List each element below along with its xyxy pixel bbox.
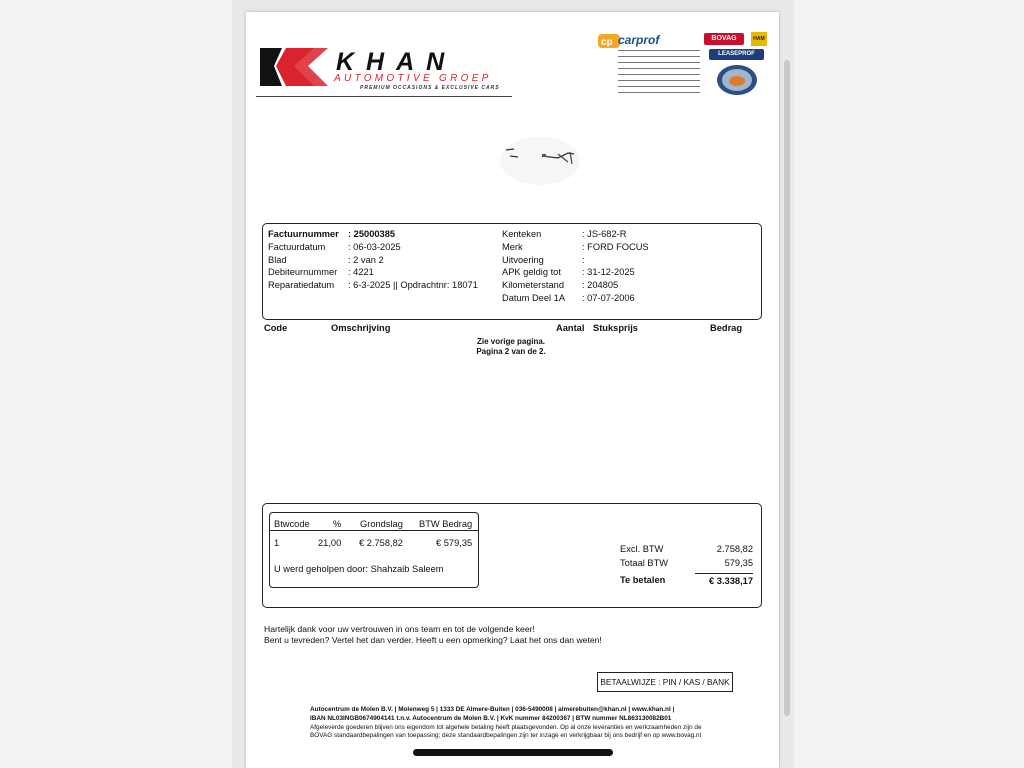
brand-subtitle: AUTOMOTIVE GROEP [334,73,492,84]
debtor-number-row [268,266,478,279]
version-value: : [582,254,585,265]
leaseprof-logo: LEASEPROF [709,49,764,60]
totals-box [262,503,762,608]
vat-row-pct: 21,00 [318,538,342,548]
sheet-label: Blad [268,254,287,265]
feature-line [618,80,700,81]
carprof-feature-list [618,50,700,98]
repair-date-value: : 6-3-2025 || Opdrachtnr: 18071 [348,280,478,291]
feature-line [618,74,700,75]
debtor-number-value: : 4221 [348,267,374,278]
vertical-scrollbar[interactable] [784,60,790,716]
invoice-date-value: : 06-03-2025 [348,241,401,252]
invoice-number-value: : 25000385 [348,229,396,239]
column-header-amount: Bedrag [710,323,743,333]
helped-by-text: U werd geholpen door: Shahzaib Saleem [274,564,444,574]
footer-bank-line: IBAN NL03INGB0674904141 t.n.v. Autocentrum de Molen B.V. | KvK nummer 84200367 | BTW nummer NL863130082B01 [310,714,672,722]
version-label: Uitvoering [502,254,544,265]
totals-divider [695,573,753,574]
brand-tagline: PREMIUM OCCASIONS & EXCLUSIVE CARS [360,85,500,91]
column-header-description: Omschrijving [331,323,391,333]
feature-line [618,92,700,93]
invoice-details-left [268,228,478,292]
invoice-page [246,12,779,768]
mileage-row [502,279,649,292]
thank-you-message [264,624,602,645]
repair-date-label: Reparatiedatum [268,280,335,291]
khan-logo-icon [256,44,331,90]
thank-you-line: Hartelijk dank voor uw vertrouwen in ons team en tot de volgende keer! [264,624,535,634]
bovag-logo: BOVAG [704,33,744,45]
total-vat-value: 579,35 [724,558,753,568]
signature-stamp-icon [498,136,582,186]
invoice-date-row [268,241,478,254]
repair-date-row [268,279,478,292]
award-badge-icon [716,64,758,96]
vat-header-pct: % [333,519,342,529]
footer-terms-line: Afgeleverde goederen blijven ons eigendom tot algehele betaling heeft plaatsgevonden. Op al onze leveranties en werkzaamheden zijn de [310,723,702,731]
total-vat-label: Totaal BTW [620,558,669,568]
column-header-unit-price: Stuksprijs [593,323,638,333]
feature-line [618,62,700,63]
license-plate-value: : JS-682-R [582,229,627,239]
home-indicator[interactable] [413,749,613,756]
footer-address-line: Autocentrum de Molen B.V. | Molenweg 5 | 1333 DE Almere-Buiten | 036-5490008 | almerebuiten@khan.nl | www.khan.nl | [310,706,675,713]
ham-logo: HAM [751,32,767,46]
header-divider [256,96,512,97]
vat-header-code: Btwcode [274,519,310,529]
feature-line [618,68,700,69]
invoice-number-label: Factuurnummer [268,229,339,239]
amount-due-label: Te betalen [620,575,666,585]
registration-date-row [502,292,649,305]
invoice-date-label: Factuurdatum [268,241,326,252]
sheet-row [268,254,478,267]
excl-vat-value: 2.758,82 [716,544,753,554]
make-label: Merk [502,241,523,252]
feature-line [618,56,700,57]
license-plate-row [502,228,649,241]
apk-label: APK geldig tot [502,267,561,278]
sheet-value: : 2 van 2 [348,254,384,265]
svg-text:cp: cp [601,37,613,48]
footer-bovag-line: BOVAG standaardbepalingen van toepassing; deze standaardbepalingen zijn ter inzage en verkrijgbaar bij ons bedrijf en op www.bovag.nl [310,732,702,740]
feedback-line: Bent u tevreden? Vertel het dan verder. Heeft u een opmerking? Laat het ons dan weten! [264,634,602,645]
apk-row [502,266,649,279]
brand-name: KHAN [336,48,457,76]
mileage-label: Kilometerstand [502,280,565,291]
version-row [502,254,649,267]
make-row [502,241,649,254]
apk-value: : 31-12-2025 [582,267,635,278]
column-header-quantity: Aantal [556,323,585,333]
invoice-number-row [268,228,478,241]
vat-table [269,512,479,588]
carprof-name: carprof [618,33,660,47]
license-plate-label: Kenteken [502,229,542,239]
column-header-code: Code [264,323,288,333]
mileage-value: : 204805 [582,280,619,291]
vat-row-amount: € 579,35 [436,538,473,548]
registration-date-value: : 07-07-2006 [582,292,635,303]
vat-header-divider [270,530,478,531]
vehicle-details-right [502,228,649,305]
make-value: : FORD FOCUS [582,241,649,252]
vat-row-code: 1 [274,538,280,548]
debtor-number-label: Debiteurnummer [268,267,338,278]
feature-line [618,50,700,51]
registration-date-label: Datum Deel 1A [502,292,566,303]
vat-header-amount: BTW Bedrag [419,519,473,529]
see-previous-page-note: Zie vorige pagina. [476,337,545,346]
feature-line [618,86,700,87]
vat-row-base: € 2.758,82 [359,538,403,548]
page-count-note: Pagina 2 van de 2. [476,347,546,356]
excl-vat-label: Excl. BTW [620,544,664,554]
company-footer [310,706,760,741]
invoice-info-box [262,223,762,320]
vat-header-base: Grondslag [360,519,403,529]
amount-due-value: € 3.338,17 [709,576,753,586]
payment-methods-box: BETAALWIJZE : PIN / KAS / BANK [597,672,733,692]
